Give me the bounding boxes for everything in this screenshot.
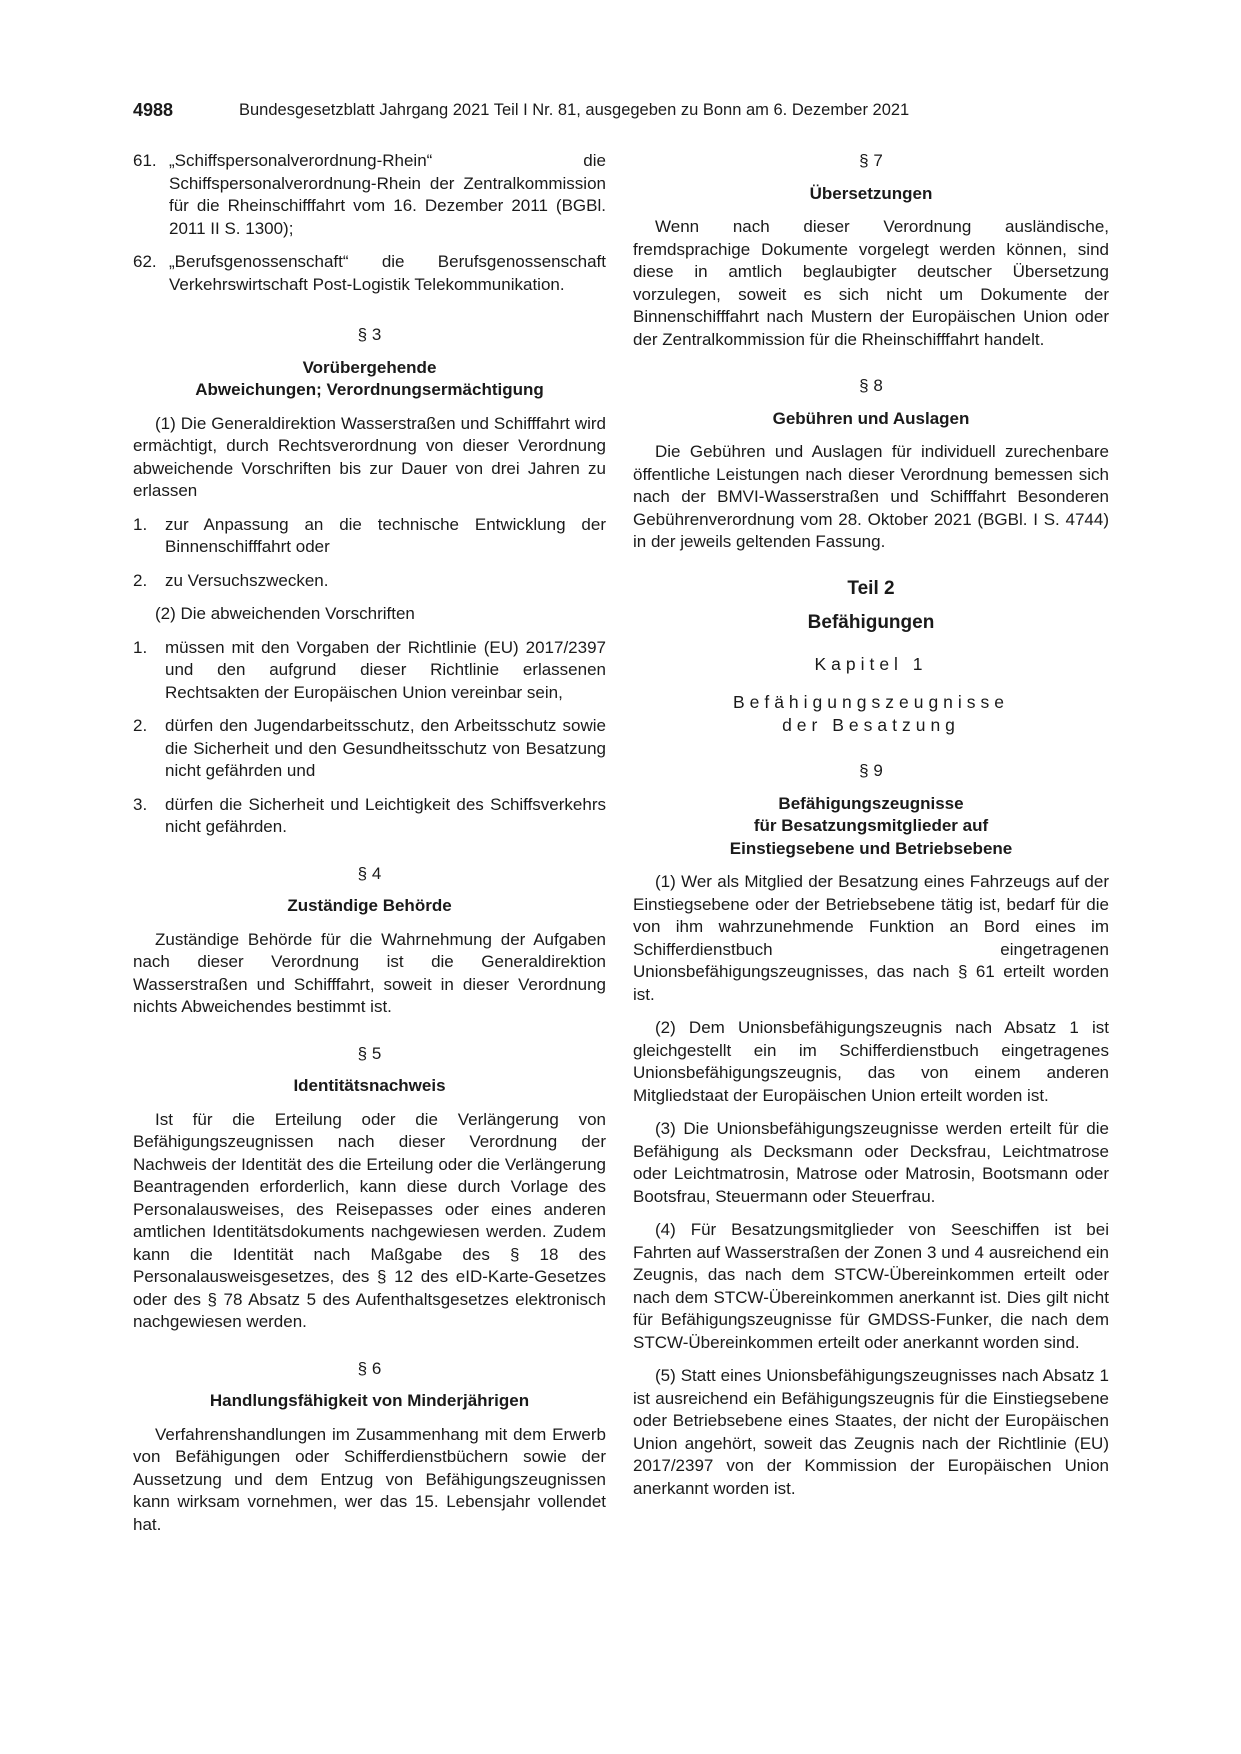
item-text: müssen mit den Vorgaben der Richtlinie (EU) 2017/2397 und den aufgrund dieser Richtlinie erlassenen Rechtsakten der Europäischen Union vereinbar sein, (165, 637, 606, 702)
paragraph: (1) Die Generaldirektion Wasserstraßen und Schifffahrt wird ermächtigt, durch Rechtsverordnung von dieser Verordnung abweichende Vorschriften bis zur Dauer von drei Jahren zu erlassen (133, 413, 606, 500)
item-number: 1. (133, 514, 148, 534)
section-heading: Identitätsnachweis (293, 1076, 446, 1095)
section-heading: Gebühren und Auslagen (772, 408, 970, 428)
item-number: 2. (133, 570, 148, 590)
left-column (133, 150, 606, 1547)
part-title: Befähigungen (807, 612, 935, 633)
list-item (133, 794, 606, 839)
item-number: 61. (133, 151, 157, 170)
paragraph: Die Gebühren und Auslagen für individuell zurechenbare öffentliche Leistungen nach dieser Verordnung bemessen sich nach der BMVI-Wasserstraßen und Schifffahrt Besonderen Gebührenverordnung vom 28. Oktober 2021 (BGBl. I S. 4744) in der jeweils geltenden Fassung. (633, 442, 1109, 551)
paragraph: (2) Die abweichenden Vorschriften (155, 604, 415, 623)
paragraph: Wenn nach dieser Verordnung ausländische, fremdsprachige Dokumente vorgelegt werden können, sind diese in amtlich beglaubigter deutscher Übersetzung vorzulegen, soweit es sich nicht um Dokumente der Binnenschifffahrt nach Mustern der Europäischen Union oder der Zentralkommission für die Rheinschifffahrt handelt. (633, 217, 1109, 349)
page-number: 4988 (133, 100, 174, 120)
chapter-title: Befähigungszeugnisse (732, 692, 1010, 712)
paragraph: (4) Für Besatzungsmitglieder von Seeschiffen ist bei Fahrten auf Wasserstraßen der Zonen 3 und 4 ausreichend ein Zeugnis, das nach dem STCW-Übereinkommen erteilt oder nach dem STCW-Übereinkommen anerkannt ist. Dies gilt nicht für Befähigungszeugnisse für GMDSS-Funker, die nach dem STCW-Übereinkommen erteilt oder anerkannt worden sind. (633, 1220, 1109, 1352)
paragraph: (3) Die Unionsbefähigungszeugnisse werden erteilt für die Befähigung als Decksmann oder Decksfrau, Leichtmatrose oder Leichtmatrosin, Matrose oder Matrosin, Bootsmann oder Bootsfrau, Steuermann oder Steuerfrau. (633, 1119, 1109, 1206)
list-item (133, 251, 606, 296)
paragraph: (1) Wer als Mitglied der Besatzung eines Fahrzeugs auf der Einstiegsebene oder der Betriebsebene tätig ist, bedarf für die von ihm wahrzunehmende Funktion an Bord eines im Schifferdienstbuch eingetragenen Unionsbefähigungszeugnisses, das nach § 61 erteilt worden ist. (633, 872, 1109, 1004)
page-header (133, 100, 1013, 126)
item-number: 3. (133, 794, 148, 814)
item-number: 1. (133, 637, 148, 657)
item-text: zu Versuchszwecken. (165, 570, 329, 590)
right-column (633, 150, 1109, 1511)
paragraph: (2) Dem Unionsbefähigungszeugnis nach Absatz 1 ist gleichgestellt ein im Schifferdienstbuch eingetragenes Unionsbefähigungszeugnis, das von einem anderen Mitgliedstaat der Europäischen Union erteilt worden ist. (633, 1018, 1109, 1105)
list-item (133, 150, 606, 240)
item-text: „Berufsgenossenschaft“ die Berufsgenossenschaft Verkehrswirtschaft Post-Logistik Telekommunikation. (169, 252, 606, 294)
item-text: dürfen die Sicherheit und Leichtigkeit des Schiffsverkehrs nicht gefährden. (165, 794, 606, 836)
list-item (133, 514, 606, 559)
item-text: dürfen den Jugendarbeitsschutz, den Arbeitsschutz sowie die Sicherheit und den Gesundheitsschutz von Besatzung nicht gefährden und (165, 716, 606, 780)
paragraph: Zuständige Behörde für die Wahrnehmung der Aufgaben nach dieser Verordnung ist die Generaldirektion Wasserstraßen und Schifffahrt, soweit in dieser Verordnung nichts Abweichendes bestimmt ist. (133, 929, 606, 1016)
gazette-header: Bundesgesetzblatt Jahrgang 2021 Teil I Nr. 81, ausgegeben zu Bonn am 6. Dezember 2021 (239, 101, 910, 119)
list-item (133, 637, 606, 705)
section-heading: Übersetzungen (809, 183, 933, 203)
paragraph: Verfahrenshandlungen im Zusammenhang mit dem Erwerb von Befähigungen oder Schifferdienstbüchern sowie der Aussetzung und dem Entzug von Befähigungszeugnissen kann wirksam vornehmen, wer das 15. Lebensjahr vollendet hat. (133, 1424, 606, 1534)
section-number: § 6 (357, 1358, 382, 1378)
section-heading: Befähigungszeugnisse (778, 793, 964, 813)
section-number: § 5 (357, 1043, 382, 1063)
item-text: zur Anpassung an die technische Entwicklung der Binnenschifffahrt oder (165, 514, 606, 556)
section-heading: für Besatzungsmitglieder auf (753, 816, 989, 835)
section-number: § 9 (859, 761, 883, 780)
list-item (133, 715, 606, 783)
section-heading: Abweichungen; Verordnungsermächtigung (195, 380, 544, 399)
part-label: Teil 2 (847, 577, 895, 599)
item-text: „Schiffspersonalverordnung-Rhein“ die Schiffspersonalverordnung-Rhein der Zentralkommission für die Rheinschifffahrt vom 16. Dezember 2011 (BGBl. 2011 II S. 1300); (169, 151, 606, 238)
section-number: § 7 (859, 151, 883, 170)
chapter-label: Kapitel 1 (814, 653, 928, 674)
list-item (133, 570, 606, 593)
section-heading: Zuständige Behörde (287, 896, 452, 915)
paragraph: (5) Statt eines Unionsbefähigungszeugnisses nach Absatz 1 ist ausreichend ein Befähigungszeugnis für die Einstiegsebene oder Betriebsebene eines Staates, der nicht der Europäischen Union angehört, soweit das Zeugnis nach der Richtlinie (EU) 2017/2397 von der Kommission der Europäischen Union anerkannt worden ist. (633, 1366, 1109, 1498)
item-number: 62. (133, 252, 157, 271)
section-heading: Vorübergehende (302, 357, 437, 377)
section-heading: Einstiegsebene und Betriebsebene (729, 838, 1013, 858)
section-number: § 4 (357, 863, 382, 883)
section-number: § 3 (357, 325, 382, 344)
section-number: § 8 (859, 376, 883, 395)
paragraph: Ist für die Erteilung oder die Verlängerung von Befähigungszeugnissen nach dieser Verordnung der Nachweis der Identität des die Erteilung oder die Verlängerung Beantragenden erforderlich, kann diese durch Vorlage des Personalausweises, des Reisepasses oder eines anderen amtlichen Identitätsdokuments nachgewiesen werden. Zudem kann die Identität nach Maßgabe des § 18 des Personalausweisgesetzes, des § 12 des eID-Karte-Gesetzes oder des § 78 Absatz 5 des Aufenthaltsgesetzes elektronisch nachgewiesen werden. (133, 1109, 606, 1331)
item-number: 2. (133, 716, 148, 735)
chapter-title: der Besatzung (782, 714, 960, 735)
section-heading: Handlungsfähigkeit von Minderjährigen (209, 1391, 530, 1410)
